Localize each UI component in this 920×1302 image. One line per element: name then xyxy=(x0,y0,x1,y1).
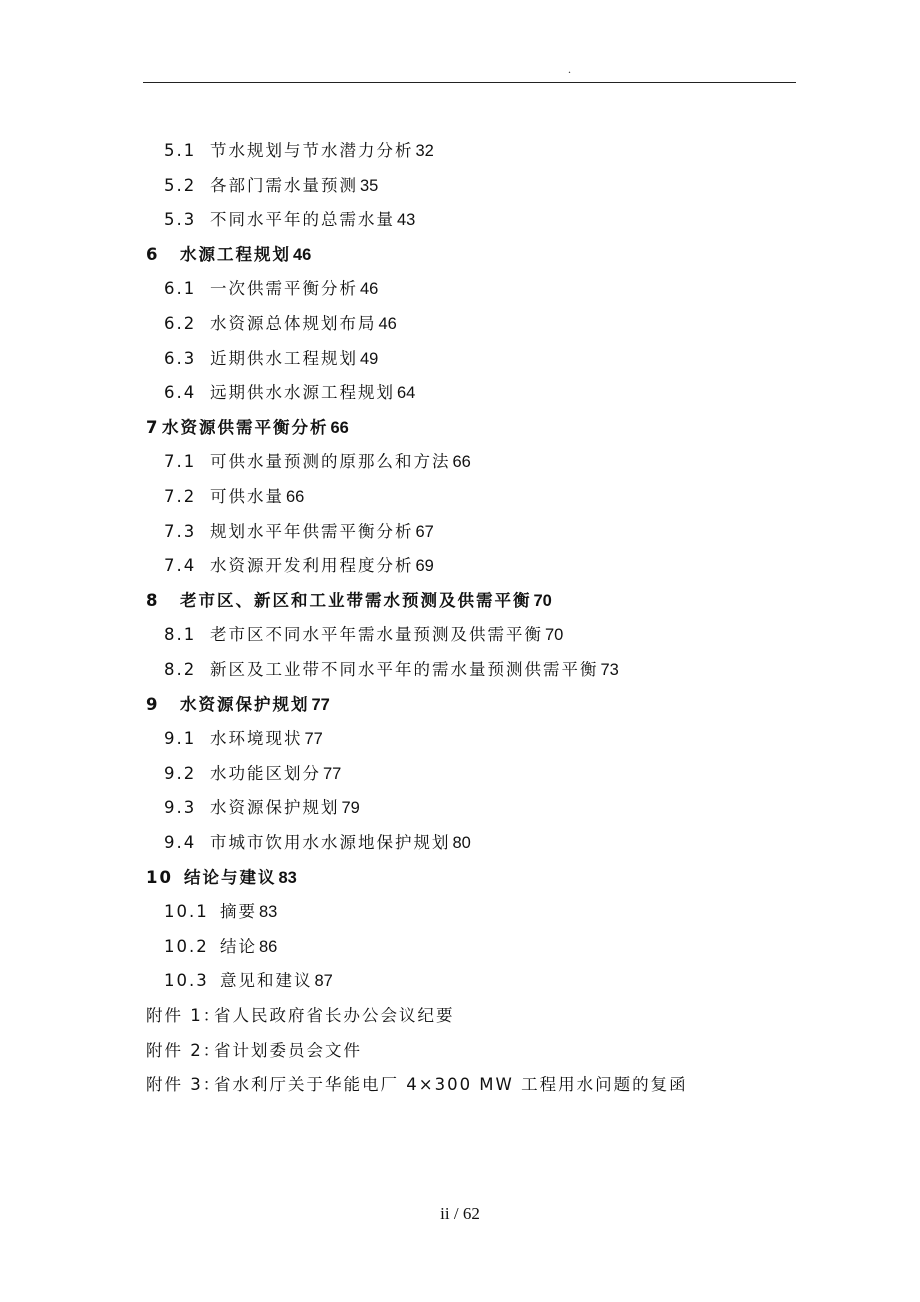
toc-title: 摘要 xyxy=(220,902,257,922)
toc-page-number: 35 xyxy=(360,176,379,195)
toc-title: 老市区不同水平年需水量预测及供需平衡 xyxy=(210,625,543,645)
toc-section[interactable] xyxy=(164,551,434,581)
toc-title: 省人民政府省长办公会议纪要 xyxy=(214,1006,455,1025)
toc-title: 老市区、新区和工业带需水预测及供需平衡 xyxy=(180,590,532,610)
toc-section[interactable] xyxy=(164,378,415,408)
toc-page-number: 83 xyxy=(259,903,278,922)
toc-section[interactable] xyxy=(164,966,333,996)
toc-number: 7.3 xyxy=(164,521,197,541)
toc-section[interactable] xyxy=(164,482,304,512)
toc-title: 节水规划与节水潜力分析 xyxy=(210,141,414,160)
toc-number: 10.1 xyxy=(164,902,209,922)
toc-number: 9 xyxy=(146,694,160,714)
toc-page-number: 70 xyxy=(545,626,564,645)
toc-page-number: 77 xyxy=(323,764,342,783)
toc-page-number: 46 xyxy=(293,245,312,264)
toc-title: 水资源供需平衡分析 xyxy=(162,417,329,437)
toc-title: 水资源总体规划布局 xyxy=(210,314,377,333)
toc-title: 新区及工业带不同水平年的需水量预测供需平衡 xyxy=(210,660,599,679)
header-mark: . xyxy=(568,62,571,76)
toc-title: 近期供水工程规划 xyxy=(210,348,358,368)
toc-number: 6.3 xyxy=(164,348,197,368)
toc-title: 结论 xyxy=(220,936,257,956)
header-rule xyxy=(143,82,796,83)
toc-number: 5.3 xyxy=(164,210,197,230)
toc-page-number: 43 xyxy=(397,211,416,230)
toc-title: 水资源保护规划 xyxy=(210,798,340,818)
toc-page-number: 77 xyxy=(304,730,323,749)
toc-page-number: 69 xyxy=(415,557,434,576)
toc-number: 5.1 xyxy=(164,141,197,160)
toc-number: 附件 1： xyxy=(146,1006,222,1025)
toc-page-number: 79 xyxy=(341,799,360,818)
toc-title: 结论与建议 xyxy=(184,867,277,887)
toc-title: 省水利厅关于华能电厂 4×300 MW 工程用水问题的复函 xyxy=(214,1075,688,1095)
toc-number: 6.4 xyxy=(164,383,197,403)
toc-title: 意见和建议 xyxy=(220,971,313,991)
toc-title: 水资源开发利用程度分析 xyxy=(210,556,414,576)
toc-page-number: 83 xyxy=(278,868,297,887)
toc-page-number: 73 xyxy=(600,661,619,679)
toc-title: 水功能区划分 xyxy=(210,763,321,783)
toc-page-number: 77 xyxy=(311,695,330,714)
toc-chapter[interactable] xyxy=(146,413,349,443)
toc-page-number: 49 xyxy=(360,349,379,368)
toc-page-number: 67 xyxy=(415,522,434,541)
toc-number: 10.3 xyxy=(164,971,209,991)
toc-number: 7.4 xyxy=(164,556,197,576)
toc-section[interactable] xyxy=(164,828,471,858)
toc-title: 省计划委员会文件 xyxy=(214,1040,362,1060)
toc-section[interactable] xyxy=(164,136,434,166)
toc-page-number: 86 xyxy=(259,937,278,956)
toc-number: 附件 3： xyxy=(146,1075,222,1095)
toc-number: 6 xyxy=(146,244,160,264)
toc-section[interactable] xyxy=(164,793,360,823)
toc-number: 6.1 xyxy=(164,279,197,299)
toc-page-number: 46 xyxy=(360,280,379,299)
toc-page-number: 66 xyxy=(330,418,349,437)
toc-title: 水环境现状 xyxy=(210,729,303,749)
toc-number: 5.2 xyxy=(164,175,197,195)
toc-section[interactable] xyxy=(164,344,378,374)
toc-page-number: 66 xyxy=(452,453,471,472)
toc-chapter[interactable] xyxy=(146,586,552,616)
toc-chapter[interactable] xyxy=(146,690,330,720)
toc-page-number: 66 xyxy=(286,488,305,506)
toc-number: 8.1 xyxy=(164,625,197,645)
toc-section[interactable] xyxy=(164,205,415,235)
toc-number: 7 xyxy=(146,417,160,437)
toc-title: 可供水量 xyxy=(210,487,284,506)
toc-page-number: 46 xyxy=(378,315,397,333)
toc-section[interactable] xyxy=(164,447,471,477)
toc-section[interactable] xyxy=(164,309,397,339)
toc-number: 8.2 xyxy=(164,660,197,679)
toc-section[interactable] xyxy=(164,274,378,304)
toc-title: 各部门需水量预测 xyxy=(210,175,358,195)
toc-chapter[interactable] xyxy=(146,863,297,893)
toc-chapter[interactable] xyxy=(146,240,311,270)
toc-section[interactable] xyxy=(164,171,378,201)
toc-appendix[interactable] xyxy=(146,1001,455,1031)
toc-number: 6.2 xyxy=(164,314,197,333)
toc-appendix[interactable] xyxy=(146,1036,362,1066)
toc-number: 7.2 xyxy=(164,487,197,506)
toc-page-number: 32 xyxy=(415,142,434,160)
toc-title: 水源工程规划 xyxy=(180,244,291,264)
toc-title: 不同水平年的总需水量 xyxy=(210,210,395,230)
toc-title: 规划水平年供需平衡分析 xyxy=(210,521,414,541)
toc-number: 附件 2： xyxy=(146,1040,222,1060)
toc-number: 7.1 xyxy=(164,452,197,472)
toc-number: 9.2 xyxy=(164,763,197,783)
toc-page-number: 64 xyxy=(397,384,416,403)
toc-section[interactable] xyxy=(164,759,341,789)
toc-title: 远期供水水源工程规划 xyxy=(210,383,395,403)
toc-title: 市城市饮用水水源地保护规划 xyxy=(210,833,451,852)
toc-section[interactable] xyxy=(164,517,434,547)
toc-title: 一次供需平衡分析 xyxy=(210,279,358,299)
toc-number: 8 xyxy=(146,590,160,610)
toc-number: 9.1 xyxy=(164,729,197,749)
toc-page-number: 70 xyxy=(533,591,552,610)
toc-number: 9.4 xyxy=(164,833,197,852)
toc-section[interactable] xyxy=(164,620,563,650)
toc-number: 10 xyxy=(146,867,173,887)
toc-number: 9.3 xyxy=(164,798,197,818)
toc-appendix[interactable] xyxy=(146,1070,688,1100)
toc-section[interactable] xyxy=(164,897,277,927)
toc-section[interactable] xyxy=(164,932,277,962)
toc-number: 10.2 xyxy=(164,936,209,956)
toc-page-number: 80 xyxy=(452,834,471,852)
toc-title: 水资源保护规划 xyxy=(180,694,310,714)
toc-title: 可供水量预测的原那么和方法 xyxy=(210,452,451,472)
page-number: ii / 62 xyxy=(440,1204,480,1223)
toc-page-number: 87 xyxy=(314,972,333,991)
toc-section[interactable] xyxy=(164,724,323,754)
toc-section[interactable] xyxy=(164,655,619,685)
